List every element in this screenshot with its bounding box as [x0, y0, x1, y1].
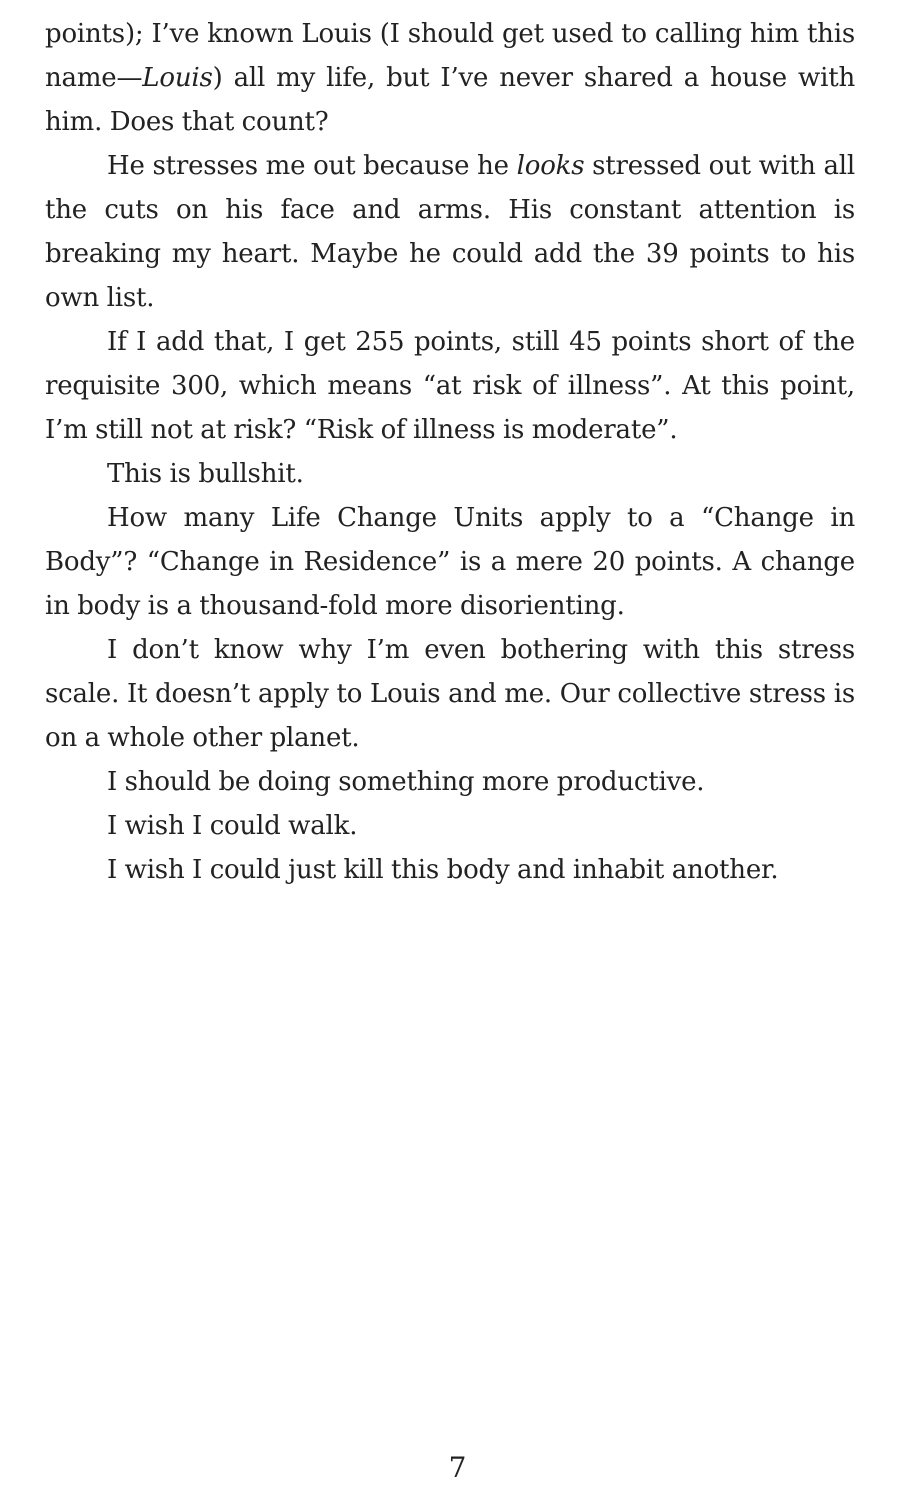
- paragraph-2: [45, 144, 855, 320]
- paragraph-5: [45, 496, 855, 628]
- paragraph-text: I don’t know why I’m even bothering with this stress scale. It doesn’t apply to Louis and me. Our collective stress is on a whole other planet.: [45, 635, 855, 753]
- paragraph-text: I should be doing something more productive.: [107, 767, 705, 797]
- paragraph-1: [45, 12, 855, 144]
- paragraph-text: ) all my life, but I’ve never shared a house with him. Does that count?: [45, 63, 855, 137]
- page-number: 7: [448, 1451, 467, 1484]
- paragraph-4: [45, 452, 855, 496]
- paragraph-9: [45, 848, 855, 892]
- paragraph-text: If I add that, I get 255 points, still 45 points short of the requisite 300, which means “at risk of illness”. At this point, I’m still not at risk? “Risk of illness is moderate”.: [45, 327, 855, 445]
- emphasis-looks: looks: [516, 151, 585, 181]
- paragraph-text: I wish I could walk.: [107, 811, 358, 841]
- paragraph-text: points); I’ve known Louis (I should get used to calling him this name—: [45, 19, 855, 93]
- paragraph-text: I wish I could just kill this body and inhabit another.: [107, 855, 779, 885]
- paragraph-8: [45, 804, 855, 848]
- paragraph-text: How many Life Change Units apply to a “Change in Body”? “Change in Residence” is a mere 20 points. A change in body is a thousand-fold more disorienting.: [45, 503, 855, 621]
- paragraph-7: [45, 760, 855, 804]
- paragraph-text: He stresses me out because he: [107, 151, 517, 181]
- paragraph-text: stressed out with all the cuts on his face and arms. His constant attention is breaking my heart. Maybe he could add the 39 points to his own list.: [45, 151, 855, 313]
- paragraph-3: [45, 320, 855, 452]
- book-page-body: [45, 12, 855, 892]
- emphasis-name: Louis: [142, 63, 213, 93]
- paragraph-6: [45, 628, 855, 760]
- paragraph-text: This is bullshit.: [107, 459, 304, 489]
